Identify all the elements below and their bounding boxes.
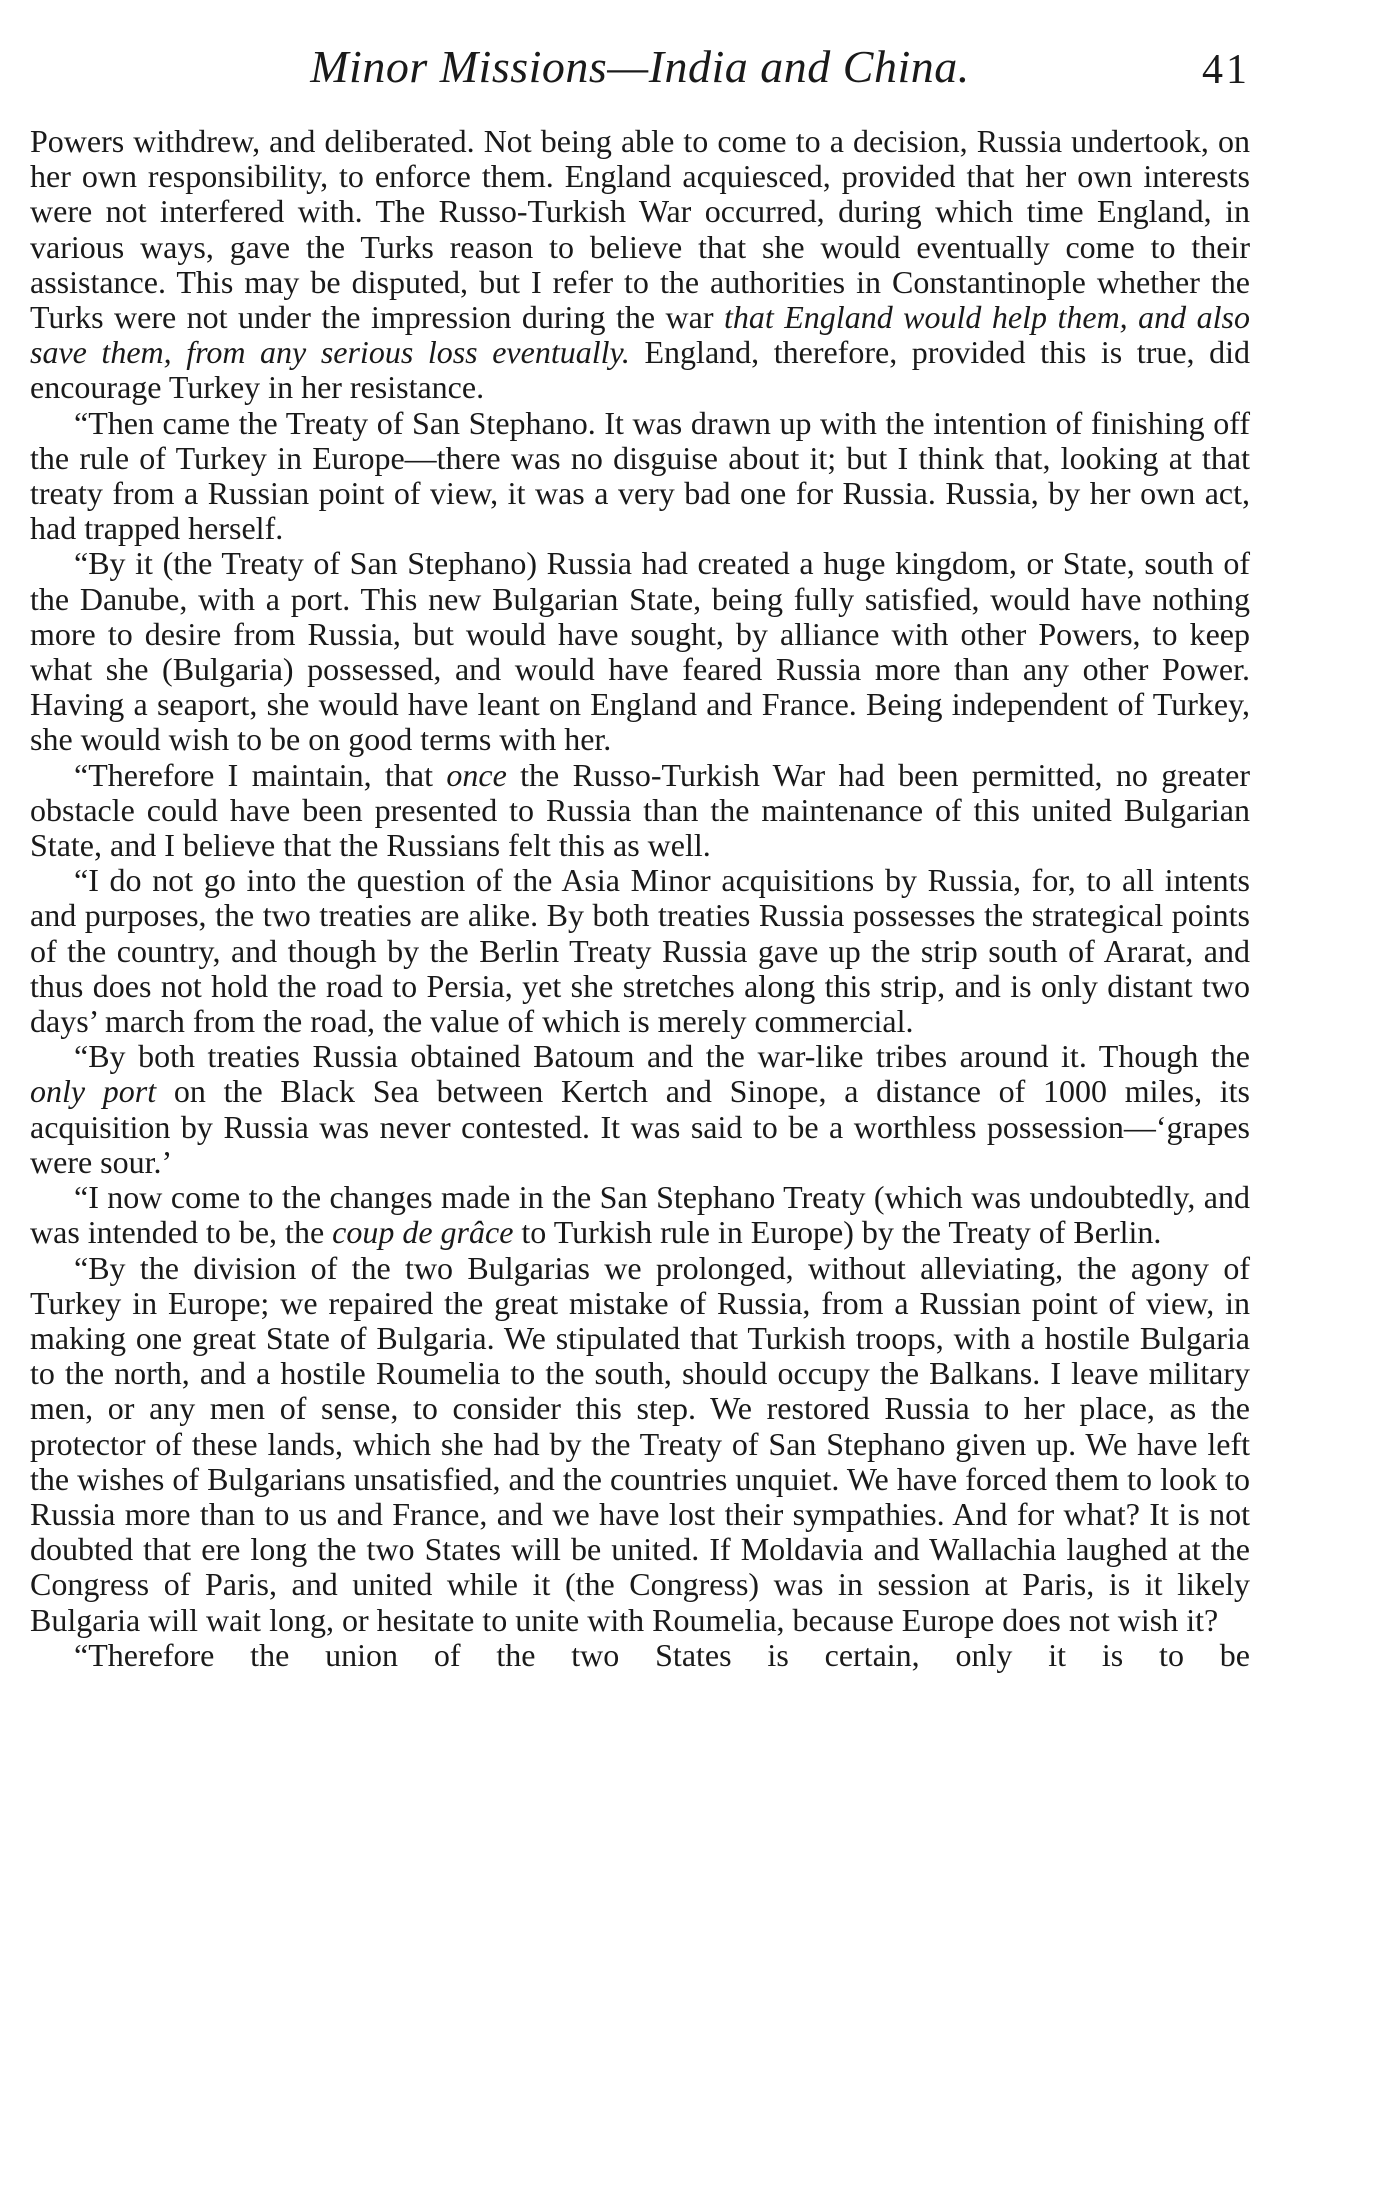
text-run: “By both treaties Russia obtained Batoum and the war-like tribes around it. Though the (74, 1038, 1250, 1075)
running-head (30, 40, 1250, 110)
text-run: “Therefore I maintain, that (74, 756, 447, 793)
text-run: Powers withdrew, and deliberated. Not being able to come to a decision, Russia undertook, on her own responsibility, to enforce them. England acquiesced, provided that her own interests were not interfered with. The Russo-Turkish War occurred, during which time England, in various ways, gave the Turks reason to believe that she would eventually come to their assistance. This may be disputed, but I refer to the authorities in Constantinople whether the Turks were not under the impression during the war (30, 123, 1250, 336)
running-title: Minor Missions—India and China. (310, 41, 970, 92)
text-run: “By it (the Treaty of San Stephano) Russia had created a huge kingdom, or State, south of the Danube, with a port. This new Bulgarian State, being fully satisfied, would have nothing more to desire from Russia, but would have sought, by alliance with other Powers, to keep what she (Bulgaria) possessed, and would have feared Russia more than any other Power. Having a seaport, she would have leant on England and France. Being independent of Turkey, she would wish to be on good terms with her. (30, 545, 1250, 758)
italic-run: only port (30, 1073, 157, 1110)
text-run: to Turkish rule in Europe) by the Treaty of Berlin. (513, 1214, 1162, 1251)
text-run: “By the division of the two Bulgarias we prolonged, without alleviating, the agony of Turkey in Europe; we repaired the great mistake of Russia, from a Russian point of view, in making one great State of Bulgaria. We stipulated that Turkish troops, with a hostile Bulgaria to the north, and a hostile Roumelia to the south, should occupy the Balkans. I leave military men, or any men of sense, to consider this step. We restored Russia to her place, as the protector of these lands, which she had by the Treaty of San Stephano given up. We have left the wishes of Bulgarians unsatisfied, and the countries unquiet. We have forced them to look to Russia more than to us and France, and we have lost their sympathies. And for what? It is not doubted that ere long the two States will be united. If Moldavia and Wallachia laughed at the Congress of Paris, and united while it (the Congress) was in session at Paris, is it likely Bulgaria will wait long, or hesitate to unite with Roumelia, because Europe does not wish it? (30, 1249, 1250, 1638)
body-text (30, 124, 1250, 1673)
text-run: “Therefore the union of the two States is certain, only it is to be (74, 1636, 1250, 1673)
text-run: “I now come to the changes made in the San Stephano Treaty (which was undoubtedly, and was intended to be, the (30, 1179, 1250, 1251)
paragraph (30, 1039, 1250, 1180)
paragraph (30, 1638, 1250, 1673)
book-page (30, 40, 1250, 2140)
italic-run: once (446, 756, 507, 793)
paragraph (30, 863, 1250, 1039)
text-run: England, therefore, provided this is true, did encourage Turkey in her resistance. (30, 334, 1251, 406)
paragraph (30, 406, 1250, 547)
paragraph (30, 758, 1250, 864)
paragraph (30, 124, 1250, 406)
paragraph (30, 546, 1250, 757)
paragraph (30, 1180, 1250, 1250)
text-run: “I do not go into the question of the Asia Minor acquisitions by Russia, for, to all intents and purposes, the two treaties are alike. By both treaties Russia possesses the strategical points of the country, and though by the Berlin Treaty Russia gave up the strip south of Ararat, and thus does not hold the road to Persia, yet she stretches along this strip, and is only distant two days’ march from the road, the value of which is merely commercial. (30, 862, 1250, 1040)
page-number: 41 (1202, 47, 1250, 93)
italic-run: coup de grâce (332, 1214, 514, 1251)
text-run: the Russo-Turkish War had been permitted, no greater obstacle could have been presented to Russia than the maintenance of this united Bulgarian State, and I believe that the Russians felt this as well. (30, 756, 1250, 864)
text-run: on the Black Sea between Kertch and Sinope, a distance of 1000 miles, its acquisition by Russia was never contested. It was said to be a worthless possession—‘grapes were sour.’ (30, 1073, 1251, 1180)
paragraph (30, 1251, 1250, 1638)
italic-run: that England would help them, and also save them, from any serious loss eventually. (30, 299, 1251, 371)
text-run: “Then came the Treaty of San Stephano. It was drawn up with the intention of finishing off the rule of Turkey in Europe—there was no disguise about it; but I think that, looking at that treaty from a Russian point of view, it was a very bad one for Russia. Russia, by her own act, had trapped herself. (30, 404, 1250, 547)
